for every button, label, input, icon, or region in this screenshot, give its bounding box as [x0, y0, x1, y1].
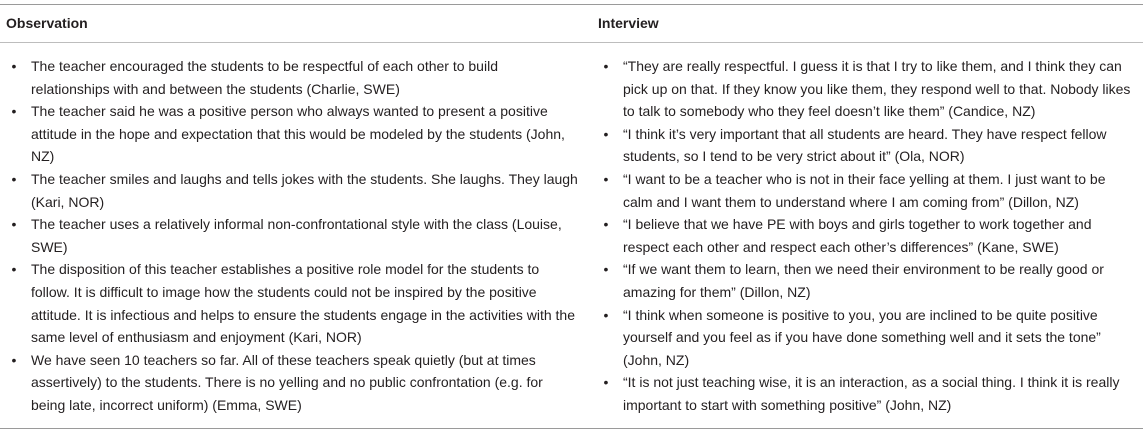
- bullet-icon: •: [603, 216, 609, 233]
- list-item: [6, 258, 580, 348]
- interview-quote: “I think when someone is positive to you, you are inclined to be quite positive yourself and you feel as if you have done something well and it sets the tone” (John, NZ): [623, 306, 1101, 368]
- header-separator-rule: [0, 42, 1143, 43]
- observation-text: The teacher uses a relatively informal non-confrontational style with the class (Louise, SWE): [31, 216, 562, 255]
- interview-quote: “They are really respectful. I guess it is that I try to like them, and I think they can pick up on that. If they know you like them, they respond well to that. Nobody likes to talk to somebody who they feel doesn’t like them” (Candice, NZ): [623, 58, 1131, 120]
- list-item: [598, 168, 1138, 213]
- observation-list: [6, 55, 580, 417]
- interview-quote: “I think it’s very important that all students are heard. They have respect fellow students, so I tend to be very strict about it” (Ola, NOR): [623, 125, 1107, 165]
- bullet-icon: •: [603, 261, 609, 278]
- bullet-icon: •: [11, 170, 17, 187]
- observation-text: We have seen 10 teachers so far. All of these teachers speak quietly (but at times assertively) to the students. There is no yelling and no public confrontation (e.g. for being late, incorrect uniform) (Emma, SWE): [31, 351, 543, 413]
- bullet-icon: •: [11, 58, 17, 74]
- interview-quote: “I want to be a teacher who is not in their face yelling at them. I just want to be calm and I want them to understand where I am coming from” (Dillon, NZ): [623, 170, 1106, 210]
- list-item: [598, 304, 1138, 372]
- observation-text: The teacher encouraged the students to be respectful of each other to build relationships with and between the students (Charlie, SWE): [31, 58, 498, 97]
- bullet-icon: •: [603, 374, 609, 391]
- interview-list: [598, 55, 1138, 417]
- list-item: [598, 55, 1138, 123]
- list-item: [6, 213, 580, 258]
- list-item: [598, 258, 1138, 303]
- list-item: [6, 100, 580, 168]
- list-item: [6, 349, 580, 417]
- interview-column-header: Interview: [598, 15, 659, 31]
- observation-text: The teacher smiles and laughs and tells jokes with the students. She laughs. They laugh (Kari, NOR): [31, 170, 578, 210]
- bullet-icon: •: [11, 261, 17, 278]
- list-item: [6, 55, 580, 100]
- bullet-icon: •: [603, 170, 609, 187]
- list-item: [598, 213, 1138, 258]
- bullet-icon: •: [603, 58, 609, 74]
- bullet-icon: •: [11, 103, 17, 120]
- table-top-rule: [0, 4, 1143, 5]
- list-item: [598, 371, 1138, 416]
- observation-text: The teacher said he was a positive person who always wanted to present a positive attitude in the hope and expectation that this would be modeled by the students (John, NZ): [31, 103, 565, 165]
- observation-text: The disposition of this teacher establishes a positive role model for the students to follow. It is difficult to image how the students could not be inspired by the positive attitude. It is infectious and helps to ensure the students engage in the activities with the same level of enthusiasm and enjoyment (Kari, NOR): [31, 261, 576, 346]
- list-item: [6, 168, 580, 213]
- interview-quote: “If we want them to learn, then we need their environment to be really good or amazing for them” (Dillon, NZ): [623, 261, 1104, 300]
- interview-quote: “I believe that we have PE with boys and girls together to work together and respect each other and respect each other’s differences” (Kane, SWE): [623, 216, 1092, 255]
- bullet-icon: •: [11, 351, 17, 368]
- list-item: [598, 123, 1138, 168]
- bullet-icon: •: [603, 125, 609, 142]
- interview-quote: “It is not just teaching wise, it is an interaction, as a social thing. I think it is really important to start with something positive” (John, NZ): [623, 374, 1120, 413]
- observation-column-header: Observation: [6, 15, 88, 31]
- table-bottom-rule: [0, 428, 1143, 429]
- bullet-icon: •: [11, 216, 17, 233]
- bullet-icon: •: [603, 306, 609, 323]
